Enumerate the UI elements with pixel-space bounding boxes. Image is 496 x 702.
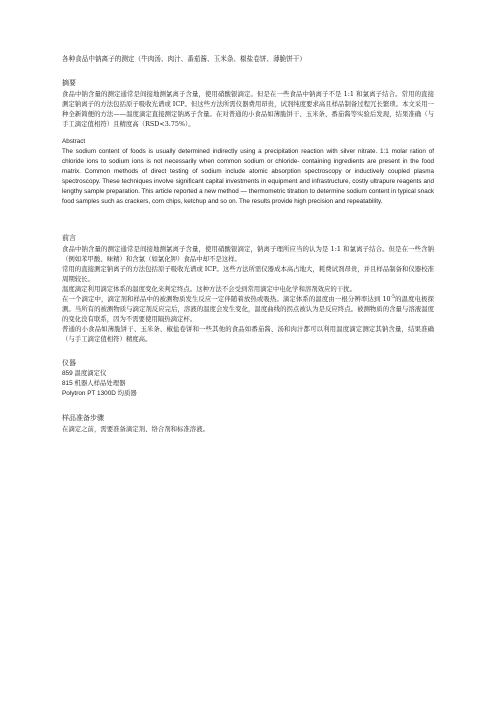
instrument-item: 859 温度滴定仪 [62, 370, 107, 377]
abstract-en-text: The sodium content of foods is usually determined indirectly using a precipitation reaction with silver nitrate. 1:1 molar ration of chloride ions to sodium ions is not necessarily when common sodium or chloride- containing ingredients are present in the food matrix. Common methods of direct testing of sodium include atomic absorption spectroscopy or inductively coupled plasma spectroscopy. These techniques involve significant capital investments in equipment and infrastructure, costly ultrapure reagents and lengthy sample preparation. This article reported a new method — thermometric titration to determine sodium content in typical snack food samples such as crackers, corn chips, ketchup and so on. The results provide high precision and repeatability. [62, 148, 434, 205]
preface-paragraph-4-part-a: 在一个滴定中，滴定剂和样品中的被测物质发生反应一定伴随着放热或吸热。滴定体系的温度由一根分辨率达到 10 [62, 295, 391, 303]
sample-prep-section [62, 413, 434, 434]
instruments-heading: 仪器 [62, 359, 76, 367]
abstract-cn-text: 食品中钠含量的测定通常是间接地测氯离子含量，使用硝酸银滴定。但是在一些食品中钠离子不是 1:1 和氯离子结合。常用的直接测定钠离子的方法包括原子吸收光谱或 ICP。但这些方法所需仪器费用昂贵，试剂纯度要求高且样品制备过程冗长繁琐。本文采用一种全新简便的方法——温度滴定直接测定钠离子含量。在对普通的小食品如薄脆饼干、玉米条、番茄酱等实验后发现，结果准确（与手工滴定值相符）且精度高（RSD<3.75%）。 [62, 90, 434, 128]
abstract-en-heading: Abstract [62, 138, 86, 145]
abstract-cn-heading: 摘要 [62, 79, 76, 87]
preface-paragraph-4 [62, 294, 434, 324]
preface-paragraph-4-part-b: 的温度电极探测。当所有的被测物质与滴定剂反应完后，溶液的温度会发生变化，温度曲线的拐点被认为是反应终点。被测物质的含量与溶液温度的变化没有联系，因为不需要使用隔热滴定杯。 [62, 295, 434, 323]
instrument-item: 815 机器人样品处理器 [62, 380, 126, 387]
abstract-cn-section [62, 78, 434, 129]
exponent-superscript: -5 [390, 294, 396, 300]
preface-paragraph-2: 常用的直接测定钠离子的方法包括原子吸收光谱或 ICP。这些方法所需仪器成本高占地大，耗费试剂昂贵，并且样品制备和仪器校准周期较长。 [62, 265, 434, 283]
document-title: 各种食品中钠离子的测定（牛肉汤、肉汁、番茄酱、玉米条、椒盐卷饼、薄脆饼干） [62, 55, 306, 63]
preface-paragraph-5: 普通的小食品如薄脆饼干、玉米条、椒盐卷饼和一些其他的食品如番茄酱、汤和肉汁都可以利用温度滴定测定其钠含量，结果准确（与手工滴定值相符）精度高。 [62, 325, 434, 343]
preface-section [62, 233, 434, 344]
sample-prep-heading: 样品准备步骤 [62, 414, 104, 422]
sample-prep-text: 在滴定之前，需要准备滴定剂、络合剂和标准溶液。 [62, 425, 209, 433]
instruments-section [62, 358, 434, 399]
preface-paragraph-1: 食品中钠含量的测定通常是间接地测氯离子含量，使用硝酸银滴定，钠离子理所应当的认为是 1:1 和氯离子结合。但是在一些含钠（例如苯甲酸、味精）和含氯（如氯化钾）食品中却不是这样。 [62, 245, 434, 263]
preface-heading: 前言 [62, 234, 76, 242]
preface-paragraph-3: 温度滴定利用滴定体系的温度变化来判定终点。这种方法不会受到常用滴定中电化学和溶剂效应的干扰。 [62, 285, 356, 293]
document-page [62, 54, 434, 434]
abstract-en-section [62, 137, 434, 207]
instrument-item: Polytron PT 1300D 均质器 [62, 390, 137, 397]
